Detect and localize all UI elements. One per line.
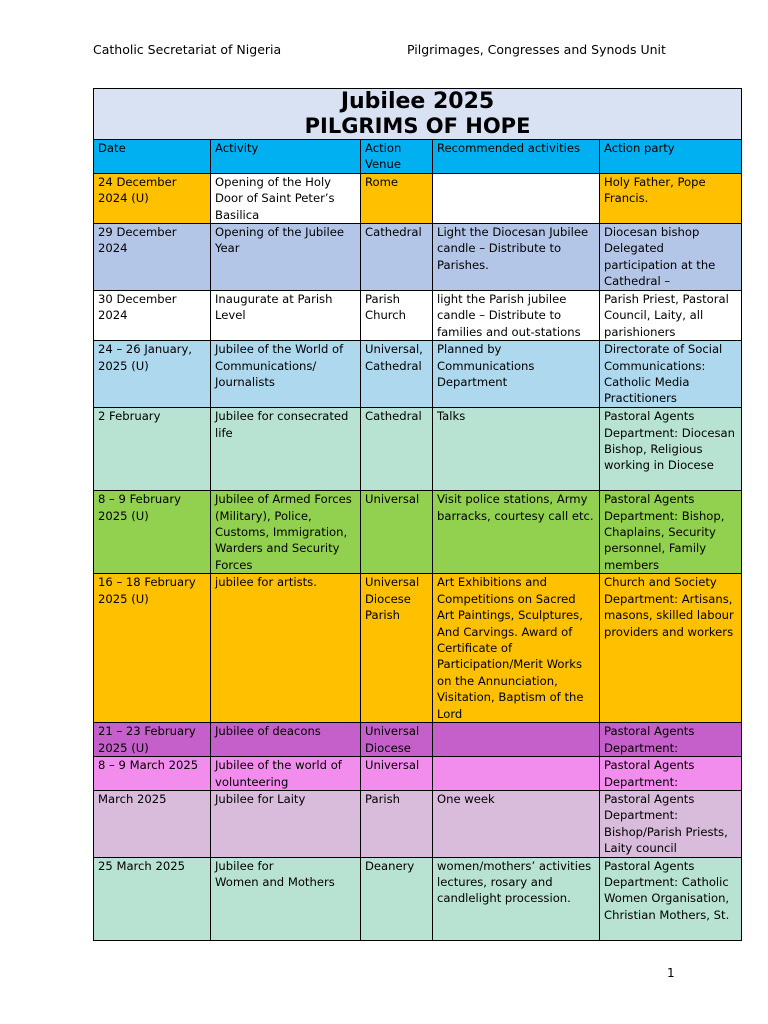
party-text: Pastoral Agents Department: Bishop/Parish Priests, Laity council <box>604 791 728 856</box>
venue-cell <box>361 224 433 291</box>
activity-cell <box>211 224 361 291</box>
column-header-venue <box>361 140 433 174</box>
date-cell <box>94 857 211 940</box>
recommended-text: light the Parish jubilee candle – Distribute to families and out-stations <box>437 292 581 339</box>
activity-text: Jubilee for Laity <box>215 791 306 806</box>
date-text: 29 December 2024 <box>98 225 177 256</box>
title-line-2: PILGRIMS OF HOPE <box>304 114 531 138</box>
recommended-cell <box>433 574 600 723</box>
party-cell <box>600 723 742 757</box>
party-cell <box>600 857 742 940</box>
activity-text: Jubilee for consecrated life <box>215 409 349 440</box>
party-text: Diocesan bishop Delegated participation at the Cathedral – <box>604 225 716 289</box>
activity-text: Jubilee of the World of Communications/ Journalists <box>215 342 344 390</box>
date-cell <box>94 723 211 757</box>
party-cell <box>600 790 742 857</box>
venue-text: Parish <box>365 791 400 806</box>
party-cell <box>600 574 742 723</box>
recommended-cell <box>433 291 600 341</box>
party-text: Parish Priest, Pastoral Council, Laity, all parishioners <box>604 292 729 339</box>
table-row <box>94 790 742 857</box>
activity-cell <box>211 574 361 723</box>
recommended-cell <box>433 341 600 408</box>
venue-text: Rome <box>365 174 399 189</box>
activity-cell <box>211 291 361 341</box>
date-cell <box>94 757 211 791</box>
date-text: 30 December 2024 <box>98 292 177 323</box>
activity-cell <box>211 408 361 491</box>
party-cell <box>600 291 742 341</box>
column-header-activity <box>211 140 361 174</box>
date-cell <box>94 224 211 291</box>
venue-cell <box>361 408 433 491</box>
table-title <box>94 89 742 140</box>
table-row <box>94 291 742 341</box>
venue-text: Universal, Cathedral <box>365 342 423 373</box>
column-header-recommended <box>433 140 600 174</box>
date-text: 2 February <box>98 409 161 424</box>
column-header-party <box>600 140 742 174</box>
activity-text: Opening of the Jubilee Year <box>215 225 344 256</box>
venue-text: Cathedral <box>365 225 422 240</box>
recommended-text: Visit police stations, Army barracks, courtesy call etc. <box>437 492 594 523</box>
date-text: 24 December 2024 (U) <box>98 174 177 206</box>
party-cell <box>600 173 742 223</box>
recommended-cell <box>433 408 600 491</box>
date-cell <box>94 574 211 723</box>
table-row <box>94 408 742 491</box>
party-text: Directorate of Social Communications: Catholic Media Practitioners <box>604 342 723 406</box>
date-cell <box>94 341 211 408</box>
table-row <box>94 491 742 574</box>
venue-cell <box>361 173 433 223</box>
header-organization: Catholic Secretariat of Nigeria <box>93 42 282 57</box>
recommended-text: Planned by Communications Department <box>437 342 535 390</box>
page-number: 1 <box>667 966 675 980</box>
venue-cell <box>361 790 433 857</box>
venue-text: Universal <box>365 758 420 773</box>
party-cell <box>600 757 742 791</box>
column-header-label: Recommended activities <box>437 141 581 155</box>
venue-text: Universal <box>365 492 420 507</box>
venue-cell <box>361 574 433 723</box>
venue-cell <box>361 757 433 791</box>
recommended-cell <box>433 723 600 757</box>
table-row <box>94 857 742 940</box>
venue-text: Cathedral <box>365 409 422 424</box>
party-text: Pastoral Agents Department: <box>604 724 695 755</box>
party-cell <box>600 408 742 491</box>
activity-cell <box>211 173 361 223</box>
jubilee-schedule-table <box>93 88 742 941</box>
table-row <box>94 574 742 723</box>
recommended-text: Light the Diocesan Jubilee candle – Distribute to Parishes. <box>437 225 589 272</box>
party-text: Pastoral Agents Department: Diocesan Bishop, Religious working in Diocese <box>604 409 735 473</box>
venue-text: Parish Church <box>365 292 407 323</box>
venue-cell <box>361 857 433 940</box>
party-cell <box>600 341 742 408</box>
venue-cell <box>361 341 433 408</box>
date-text: 25 March 2025 <box>98 858 185 873</box>
activity-cell <box>211 857 361 940</box>
party-text: Church and Society Department: Artisans, masons, skilled labour providers and workers <box>604 575 734 639</box>
recommended-cell <box>433 173 600 223</box>
recommended-text: Talks <box>437 409 466 424</box>
table-row <box>94 341 742 408</box>
activity-text: jubilee for artists. <box>215 575 317 590</box>
date-text: 8 – 9 February 2025 (U) <box>98 492 181 523</box>
header-unit: Pilgrimages, Congresses and Synods Unit <box>407 42 666 57</box>
recommended-cell <box>433 790 600 857</box>
venue-cell <box>361 491 433 574</box>
table-row <box>94 757 742 791</box>
table-row <box>94 173 742 223</box>
date-cell <box>94 491 211 574</box>
date-cell <box>94 173 211 223</box>
activity-text: Jubilee of deacons <box>215 724 321 739</box>
column-header-date <box>94 140 211 174</box>
title-row <box>94 89 742 140</box>
column-header-label: Date <box>98 141 126 155</box>
date-text: 8 – 9 March 2025 <box>98 758 199 773</box>
column-header-label: Action party <box>604 141 675 155</box>
party-cell <box>600 224 742 291</box>
recommended-cell <box>433 857 600 940</box>
party-text: Holy Father, Pope Francis. <box>604 174 706 206</box>
table-row <box>94 723 742 757</box>
activity-text: Jubilee of Armed Forces (Military), Police, Customs, Immigration, Warders and Security Forces <box>215 492 352 572</box>
venue-text: Deanery <box>365 858 415 873</box>
recommended-text: women/mothers’ activities lectures, rosary and candlelight procession. <box>437 858 592 906</box>
activity-cell <box>211 341 361 408</box>
activity-cell <box>211 757 361 791</box>
venue-cell <box>361 723 433 757</box>
activity-text: Inaugurate at Parish Level <box>215 292 333 323</box>
venue-cell <box>361 291 433 341</box>
venue-text: Universal Diocese <box>365 724 420 755</box>
activity-text: Jubilee for Women and Mothers <box>215 858 335 889</box>
table-row <box>94 224 742 291</box>
party-cell <box>600 491 742 574</box>
date-cell <box>94 408 211 491</box>
party-text: Pastoral Agents Department: <box>604 758 695 789</box>
date-text: March 2025 <box>98 791 167 806</box>
party-text: Pastoral Agents Department: Bishop, Chaplains, Security personnel, Family members <box>604 492 725 572</box>
activity-cell <box>211 723 361 757</box>
date-text: 24 – 26 January, 2025 (U) <box>98 342 192 373</box>
activity-text: Opening of the Holy Door of Saint Peter’s Basilica <box>215 174 335 222</box>
column-header-label: Activity <box>215 141 259 155</box>
activity-text: Jubilee of the world of volunteering <box>215 758 342 789</box>
date-cell <box>94 790 211 857</box>
column-header-label: Action Venue <box>365 141 402 172</box>
recommended-text: Art Exhibitions and Competitions on Sacred Art Paintings, Sculptures, And Carvings. Award of Certificate of Participation/Merit Works on the Annunciation, Visitation, Baptism of the Lord <box>437 575 584 721</box>
recommended-cell <box>433 757 600 791</box>
date-cell <box>94 291 211 341</box>
venue-text: Universal Diocese Parish <box>365 575 420 623</box>
recommended-cell <box>433 491 600 574</box>
title-line-1: Jubilee 2025 <box>340 89 495 114</box>
date-text: 16 – 18 February 2025 (U) <box>98 575 196 606</box>
recommended-cell <box>433 224 600 291</box>
activity-cell <box>211 491 361 574</box>
recommended-text: One week <box>437 791 495 806</box>
page-header <box>93 42 693 60</box>
party-text: Pastoral Agents Department: Catholic Women Organisation, Christian Mothers, St. <box>604 858 730 922</box>
activity-cell <box>211 790 361 857</box>
column-header-row <box>94 140 742 174</box>
date-text: 21 – 23 February 2025 (U) <box>98 724 196 755</box>
